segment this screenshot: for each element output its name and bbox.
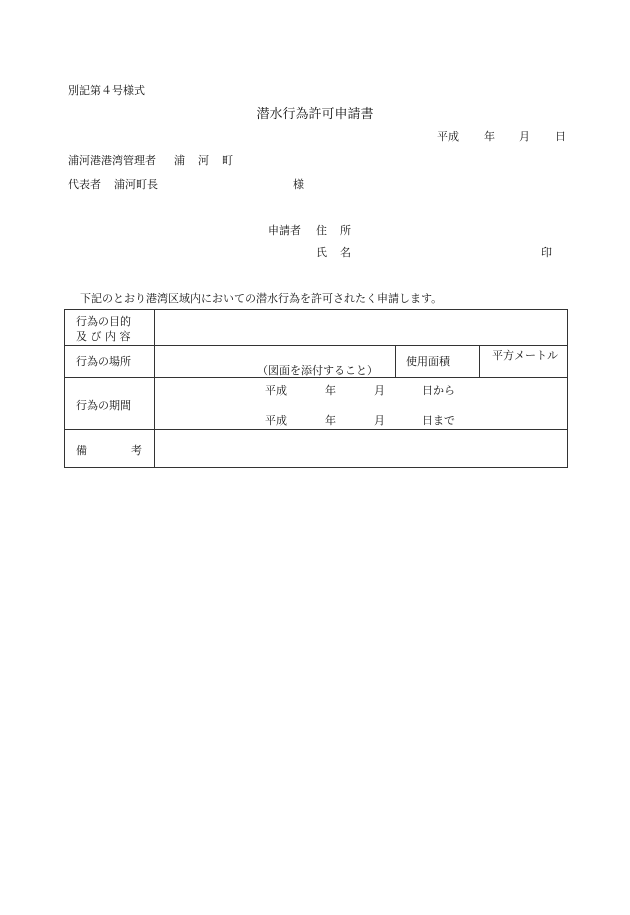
applicant-label: 申請者	[268, 224, 301, 237]
document-title: 潜水行為許可申請書	[256, 107, 374, 122]
date-day: 日	[555, 130, 566, 143]
period-to-month: 月	[374, 414, 385, 427]
addressee-role: 代表者	[68, 178, 101, 191]
applicant-name-char-1: 氏	[316, 246, 327, 259]
period-to-year: 年	[325, 414, 336, 427]
remarks-label-char-2: 考	[131, 444, 142, 457]
period-label: 行為の期間	[76, 399, 131, 412]
area-unit: 平方メートル	[492, 349, 558, 362]
addressee-honorific: 様	[293, 178, 304, 191]
purpose-label-line-1: 行為の目的	[76, 315, 131, 328]
column-divider	[154, 310, 155, 468]
remarks-label-char-1: 備	[76, 444, 87, 457]
addressee-mayor: 浦河町長	[114, 178, 158, 191]
area-label: 使用面積	[406, 355, 450, 368]
area-divider-right	[479, 345, 480, 377]
applicant-address-char-1: 住	[316, 224, 327, 237]
period-to-era: 平成	[265, 414, 287, 427]
area-divider-left	[395, 345, 396, 377]
addressee-name-char-3: 町	[222, 154, 233, 167]
date-month: 月	[519, 130, 530, 143]
period-from-month: 月	[374, 384, 385, 397]
seal-mark: 印	[541, 246, 552, 259]
applicant-address-char-2: 所	[340, 224, 351, 237]
period-from-era: 平成	[265, 384, 287, 397]
period-to-suffix: 日まで	[422, 414, 455, 427]
form-label: 別記第４号様式	[68, 84, 145, 97]
row-divider	[65, 345, 567, 346]
purpose-label-line-2: 及 び 内 容	[76, 330, 131, 343]
intro-text: 下記のとおり港湾区域内においての潜水行為を許可されたく申請します。	[80, 292, 443, 305]
addressee-name-char-1: 浦	[174, 154, 185, 167]
date-era: 平成	[437, 130, 459, 143]
row-divider	[65, 429, 567, 430]
applicant-name-char-2: 名	[340, 246, 351, 259]
application-table	[64, 309, 568, 468]
location-note: （図面を添付すること）	[257, 364, 378, 377]
addressee-org: 浦河港港湾管理者	[68, 154, 156, 167]
period-from-year: 年	[325, 384, 336, 397]
date-year: 年	[484, 130, 495, 143]
location-label: 行為の場所	[76, 355, 131, 368]
period-from-suffix: 日から	[422, 384, 455, 397]
addressee-name-char-2: 河	[198, 154, 209, 167]
